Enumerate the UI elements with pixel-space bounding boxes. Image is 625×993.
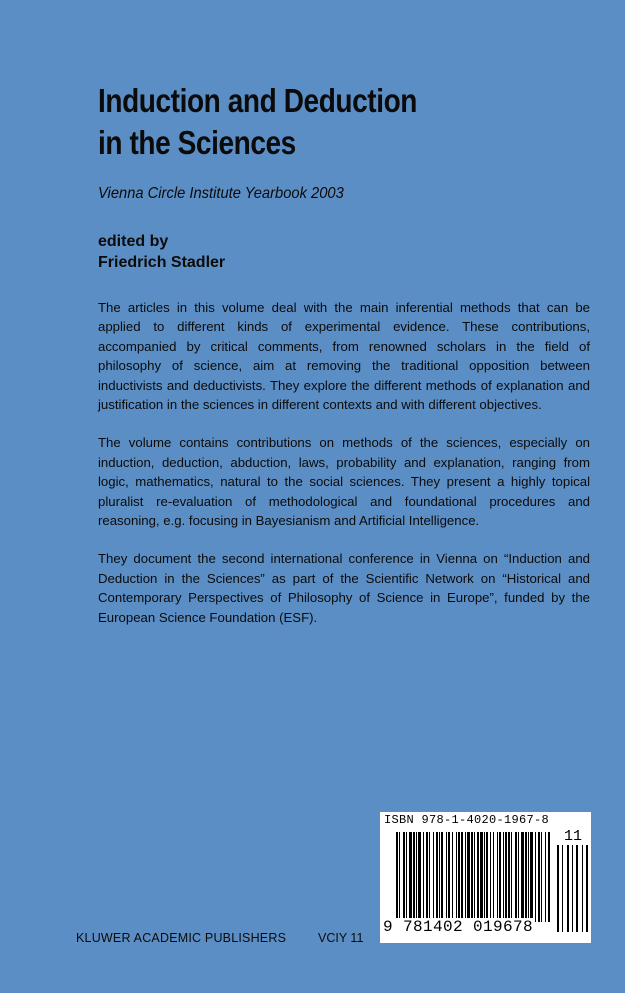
barcode-bar <box>503 832 504 922</box>
barcode-bar <box>423 832 424 922</box>
barcode-bar <box>436 832 438 922</box>
barcode-digits: 9 781402 019678 <box>383 918 534 936</box>
barcode-bar <box>448 832 450 922</box>
book-title-line-1: Induction and Deduction <box>98 82 418 119</box>
barcode-bar <box>515 832 517 922</box>
barcode-bar <box>396 832 398 932</box>
barcode-bar <box>505 832 507 922</box>
barcode-bar <box>456 832 457 922</box>
barcode-bar <box>497 832 498 922</box>
barcode-addon-bar <box>557 845 559 932</box>
barcode-bar <box>474 832 475 922</box>
barcode-bar <box>530 832 533 922</box>
publisher-name: KLUWER ACADEMIC PUBLISHERS <box>76 931 287 945</box>
barcode-addon-number: 11 <box>564 828 583 845</box>
barcode-bar <box>508 832 510 922</box>
barcode-bar <box>486 832 488 932</box>
barcode-bar <box>418 832 421 922</box>
barcode-bar <box>465 832 466 922</box>
blurb <box>98 298 590 646</box>
barcode-addon-bar <box>582 845 583 932</box>
barcode-bar <box>541 832 542 922</box>
barcode-addon-bar <box>576 845 578 932</box>
barcode-bar <box>433 832 434 922</box>
barcode-bar <box>467 832 470 922</box>
editor-block <box>98 231 225 273</box>
barcode-bar <box>518 832 519 922</box>
barcode-bar <box>446 832 447 922</box>
barcode-bar <box>490 832 491 922</box>
barcode-bar <box>413 832 415 922</box>
book-title <box>98 80 417 164</box>
barcode-addon-bar <box>562 845 563 932</box>
barcode-bar <box>499 832 501 922</box>
barcode-bar <box>406 832 407 922</box>
barcode-bar <box>439 832 440 922</box>
barcode-bar <box>480 832 483 922</box>
edited-by-label: edited by <box>98 233 169 250</box>
barcode-bar <box>535 832 536 922</box>
barcode-bar <box>441 832 443 922</box>
barcode-bar <box>452 832 453 922</box>
barcode-bar <box>511 832 512 922</box>
barcode-addon-bar <box>567 845 569 932</box>
blurb-paragraph-2: The volume contains contributions on methods of the sciences, especially on induction, deduction, abduction, laws, probability and explanation, ranging from logic, mathematics, natural to the social sciences. They present a highly topical pluralist re-evaluation of methodological and foundational procedures and reasoning, e.g. focusing in Bayesianism and Artificial Intelligence. <box>98 435 590 529</box>
blurb-paragraph-3: They document the second international conference in Vienna on “Induction and Deduction in the Sciences” as part of the Scientific Network on “Historical and Contemporary Perspectives of Philosophy of Science in Europe”, funded by the European Science Foundation (ESF). <box>98 551 590 625</box>
barcode-bar <box>528 832 529 922</box>
barcode-bar <box>429 832 430 922</box>
barcode-bar <box>484 832 485 922</box>
barcode-bar <box>548 832 550 922</box>
barcode-bar <box>399 832 400 932</box>
barcode-bar <box>471 832 473 922</box>
barcode-bar <box>458 832 460 922</box>
series-subtitle: Vienna Circle Institute Yearbook 2003 <box>98 185 344 202</box>
barcode-bar <box>545 832 546 922</box>
isbn-label: ISBN 978-1-4020-1967-8 <box>384 813 550 827</box>
barcode-bar <box>426 832 428 922</box>
barcode-bar <box>461 832 463 922</box>
book-title-line-2: in the Sciences <box>98 124 296 161</box>
barcode-bar <box>416 832 417 922</box>
isbn-barcode <box>380 812 591 943</box>
series-code: VCIY 11 <box>318 931 364 945</box>
barcode-addon-bar <box>586 845 588 932</box>
barcode-bar <box>403 832 405 922</box>
barcode-bar <box>538 832 540 922</box>
barcode-bar <box>477 832 479 922</box>
barcode-bar <box>493 832 494 922</box>
editor-name: Friedrich Stadler <box>98 254 226 271</box>
barcode-addon-bar <box>572 845 573 932</box>
barcode-bar <box>409 832 412 922</box>
barcode-bar <box>525 832 527 922</box>
blurb-paragraph-1: The articles in this volume deal with the main inferential methods that can be applied to different kinds of experimental evidence. These contributions, accompanied by critical comments, from renowned scholars in the field of philosophy of science, aim at removing the traditional opposition between inductivists and deductivists. They explore the different methods of explanation and justification in the sciences in different contexts and with different objectives. <box>98 300 590 413</box>
barcode-bar <box>521 832 524 922</box>
